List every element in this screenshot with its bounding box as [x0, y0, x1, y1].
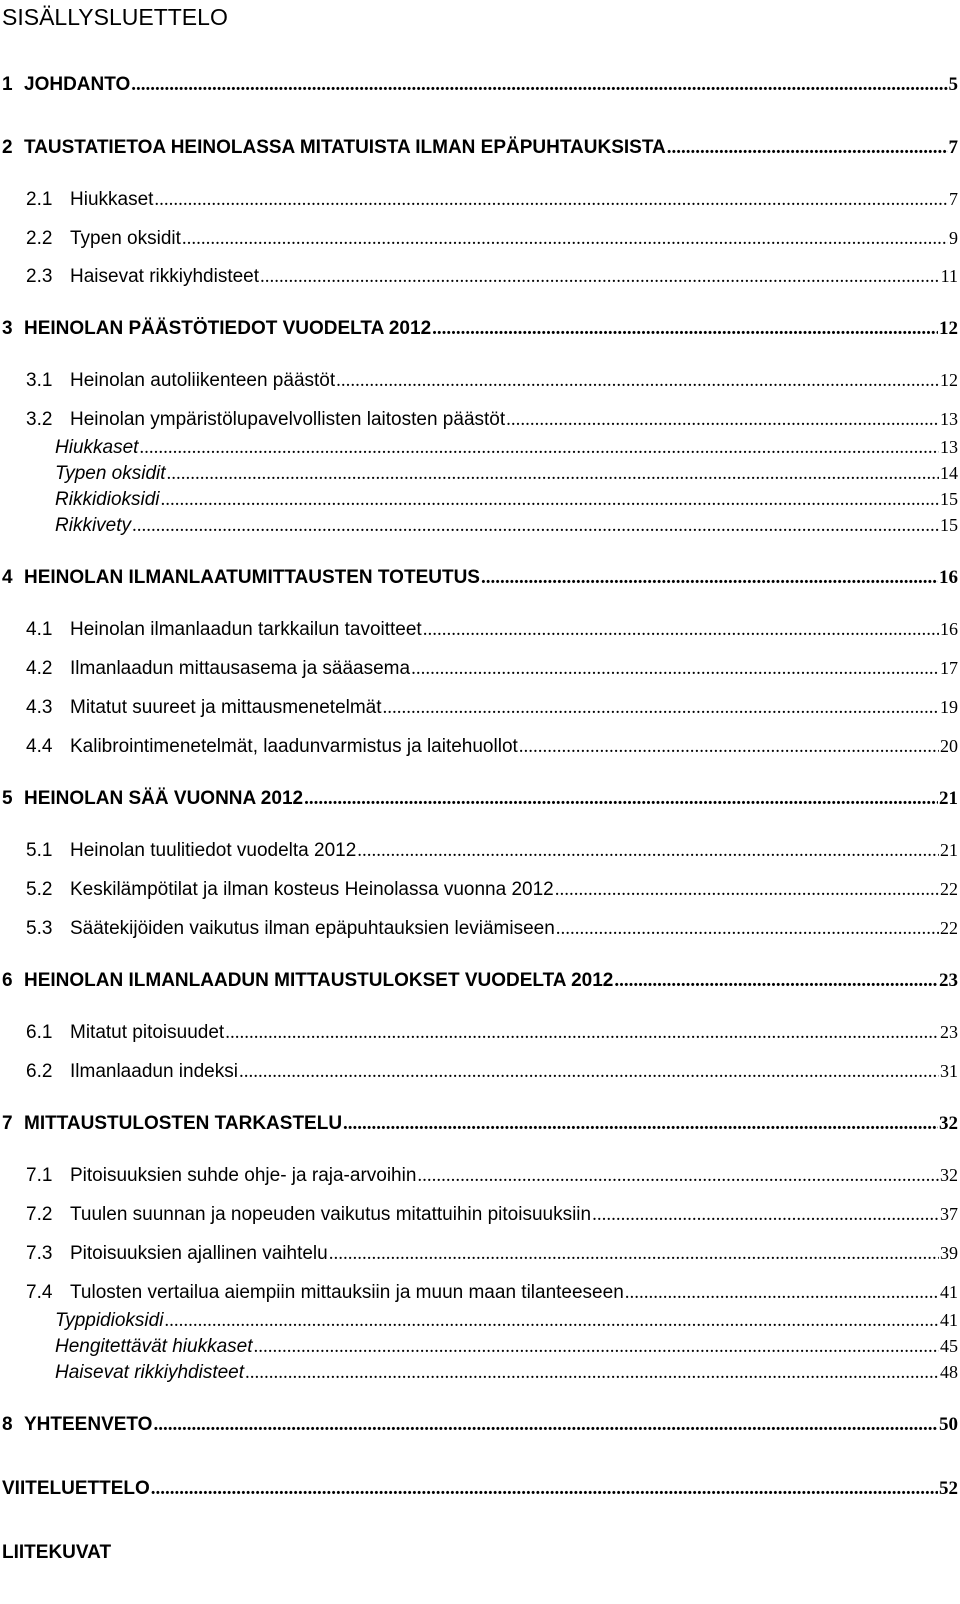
toc-entry-text: Haisevat rikkiyhdisteet — [70, 266, 260, 287]
toc-entry-text: Säätekijöiden vaikutus ilman epäpuhtauksien leviämiseen — [70, 918, 555, 939]
toc-entry[interactable] — [26, 879, 958, 905]
toc-entry-text: Mitatut suureet ja mittausmenetelmät — [70, 697, 382, 718]
toc-entry-number: 5 — [2, 788, 13, 809]
toc-entry[interactable] — [26, 1204, 958, 1230]
toc-dot-leader — [411, 658, 939, 680]
toc-dot-leader — [239, 1061, 939, 1083]
toc-entry-page: 7 — [948, 137, 958, 158]
toc-dot-leader — [506, 409, 939, 431]
toc-entry[interactable] — [26, 228, 958, 254]
toc-entry-number: 4 — [2, 567, 13, 588]
toc-dot-leader — [336, 370, 939, 392]
toc-dot-leader — [417, 1165, 939, 1187]
toc-dot-leader — [254, 1336, 939, 1358]
toc-entry-page: 9 — [949, 228, 958, 248]
toc-entry-number: 2.2 — [26, 228, 53, 249]
toc-entry-page: 17 — [940, 658, 958, 678]
toc-dot-leader — [132, 515, 939, 537]
toc-entry-text: Pitoisuuksien suhde ohje- ja raja-arvoihin — [70, 1165, 417, 1186]
toc-entry[interactable] — [26, 1061, 958, 1087]
toc-entry-label — [26, 918, 555, 940]
toc-entry-number: 4.1 — [26, 619, 53, 640]
toc-entry-text: Rikkivety — [55, 515, 132, 536]
toc-entry-page: 15 — [940, 515, 958, 535]
toc-entry-label — [26, 879, 554, 901]
toc-entry-label — [26, 840, 356, 862]
toc-entry[interactable] — [26, 1022, 958, 1048]
toc-entry-number: 6.2 — [26, 1061, 53, 1082]
toc-entry-label — [26, 409, 505, 431]
toc-entry[interactable] — [2, 1542, 958, 1568]
toc-entry-page: 13 — [940, 437, 958, 457]
toc-entry-page: 5 — [948, 74, 958, 95]
toc-entry-page: 32 — [939, 1113, 958, 1134]
toc-entry-text: Heinolan autoliikenteen päästöt — [70, 370, 336, 391]
toc-entry-label — [26, 266, 259, 288]
toc-entry-text: Tuulen suunnan ja nopeuden vaikutus mitattuihin pitoisuuksiin — [70, 1204, 592, 1225]
toc-entry-text: YHTEENVETO — [24, 1414, 153, 1435]
toc-entry-text: Kalibrointimenetelmät, laadunvarmistus ja laitehuollot — [70, 736, 518, 757]
toc-entry-label — [26, 658, 410, 680]
toc-entry-label — [55, 1336, 253, 1358]
toc-entry[interactable] — [2, 567, 958, 593]
toc-entry-label — [26, 736, 518, 758]
toc-entry-page: 23 — [939, 970, 958, 991]
toc-entry-number: 4.3 — [26, 697, 53, 718]
toc-entry-label — [26, 1204, 591, 1226]
toc-entry-text: HEINOLAN ILMANLAATUMITTAUSTEN TOTEUTUS — [24, 567, 480, 588]
toc-entry-page: 37 — [940, 1204, 958, 1224]
toc-entry-label — [55, 489, 160, 511]
toc-entry[interactable] — [26, 736, 958, 762]
toc-entry-page: 22 — [940, 918, 958, 938]
toc-entry-text: Heinolan tuulitiedot vuodelta 2012 — [70, 840, 357, 861]
toc-entry-text: Rikkidioksidi — [55, 489, 160, 510]
toc-dot-leader — [153, 1414, 938, 1436]
toc-dot-leader — [167, 463, 939, 485]
toc-entry-label — [2, 1113, 342, 1135]
toc-entry-page: 12 — [939, 318, 958, 339]
toc-entry-number: 5.1 — [26, 840, 53, 861]
toc-entry-label — [2, 567, 480, 589]
toc-entry-page: 52 — [939, 1478, 958, 1499]
toc-entry-number: 8 — [2, 1414, 13, 1435]
toc-dot-leader — [343, 1113, 938, 1135]
toc-dot-leader — [329, 1243, 939, 1265]
toc-entry-number: 3.1 — [26, 370, 53, 391]
toc-entry-page: 32 — [940, 1165, 958, 1185]
toc-entry[interactable] — [55, 489, 958, 515]
toc-entry-page: 22 — [940, 879, 958, 899]
toc-entry[interactable] — [26, 697, 958, 723]
toc-entry-number: 3 — [2, 318, 13, 339]
toc-entry-label — [2, 970, 613, 992]
toc-dot-leader — [625, 1282, 939, 1304]
toc-entry[interactable] — [2, 318, 958, 344]
toc-entry[interactable] — [2, 137, 958, 163]
toc-entry-text: Ilmanlaadun indeksi — [70, 1061, 238, 1082]
page-title: SISÄLLYSLUETTELO — [2, 4, 228, 30]
toc-entry-text: Tulosten vertailua aiempiin mittauksiin ja muun maan tilanteeseen — [70, 1282, 624, 1303]
toc-entry-text: Keskilämpötilat ja ilman kosteus Heinolassa vuonna 2012 — [70, 879, 554, 900]
toc-entry-page: 15 — [940, 489, 958, 509]
toc-dot-leader — [519, 736, 939, 758]
toc-dot-leader — [383, 697, 939, 719]
toc-entry[interactable] — [26, 370, 958, 396]
toc-entry-number: 5.3 — [26, 918, 53, 939]
toc-entry[interactable] — [2, 1414, 958, 1440]
toc-entry-label — [55, 463, 166, 485]
toc-entry-number: 4.2 — [26, 658, 53, 679]
toc-entry[interactable] — [2, 788, 958, 814]
toc-entry[interactable] — [55, 437, 958, 463]
toc-entry-text: TAUSTATIETOA HEINOLASSA MITATUISTA ILMAN EPÄPUHTAUKSISTA — [24, 137, 666, 158]
toc-entry-label — [2, 137, 666, 159]
toc-entry-number: 6 — [2, 970, 13, 991]
toc-entry-number: 2.1 — [26, 189, 53, 210]
toc-dot-leader — [260, 266, 940, 288]
toc-entry-text: HEINOLAN ILMANLAADUN MITTAUSTULOKSET VUODELTA 2012 — [24, 970, 614, 991]
toc-entry-page: 41 — [940, 1282, 958, 1302]
toc-entry-number: 4.4 — [26, 736, 53, 757]
toc-entry[interactable] — [26, 409, 958, 435]
toc-entry-label — [26, 1243, 328, 1265]
toc-entry[interactable] — [26, 840, 958, 866]
toc-dot-leader — [164, 1310, 939, 1332]
toc-entry[interactable] — [26, 658, 958, 684]
toc-dot-leader — [423, 619, 939, 641]
toc-entry-text: VIITELUETTELO — [2, 1478, 150, 1499]
toc-entry-page: 39 — [940, 1243, 958, 1263]
toc-entry-page: 16 — [939, 567, 958, 588]
toc-entry-page: 12 — [940, 370, 958, 390]
toc-entry-page: 16 — [940, 619, 958, 639]
toc-entry[interactable] — [26, 1243, 958, 1269]
toc-entry-number: 2 — [2, 137, 13, 158]
toc-entry-label — [2, 1478, 150, 1500]
toc-entry-number: 7.3 — [26, 1243, 53, 1264]
toc-entry[interactable] — [55, 1310, 958, 1336]
toc-entry-page: 21 — [939, 788, 958, 809]
toc-entry-text: HEINOLAN PÄÄSTÖTIEDOT VUODELTA 2012 — [24, 318, 432, 339]
toc-entry-label — [26, 1282, 624, 1304]
toc-entry[interactable] — [2, 74, 958, 100]
toc-entry-page: 11 — [940, 266, 958, 286]
toc-entry-page: 45 — [940, 1336, 958, 1356]
toc-entry-number: 2.3 — [26, 266, 53, 287]
toc-entry-text: MITTAUSTULOSTEN TARKASTELU — [24, 1113, 343, 1134]
toc-entry[interactable] — [2, 1478, 958, 1504]
toc-entry-label — [55, 515, 131, 537]
toc-entry-label — [2, 74, 130, 96]
toc-dot-leader — [245, 1362, 939, 1384]
toc-entry[interactable] — [26, 189, 958, 215]
toc-entry-text: Hengitettävät hiukkaset — [55, 1336, 253, 1357]
toc-entry-text: Ilmanlaadun mittausasema ja sääasema — [70, 658, 411, 679]
toc-entry-number: 7.2 — [26, 1204, 53, 1225]
toc-entry-page: 20 — [940, 736, 958, 756]
toc-entry-label — [26, 1022, 224, 1044]
toc-entry-text: Mitatut pitoisuudet — [70, 1022, 225, 1043]
toc-dot-leader — [592, 1204, 939, 1226]
toc-entry-text: LIITEKUVAT — [2, 1542, 112, 1563]
toc-dot-leader — [151, 1478, 938, 1500]
toc-dot-leader — [556, 918, 939, 940]
toc-dot-leader — [614, 970, 938, 992]
toc-dot-leader — [555, 879, 939, 901]
toc-entry-page: 14 — [940, 463, 958, 483]
toc-dot-leader — [131, 74, 947, 96]
toc-dot-leader — [304, 788, 938, 810]
toc-entry-label — [2, 1414, 152, 1436]
toc-entry-text: Typen oksidit — [55, 463, 166, 484]
toc-entry-label — [26, 697, 382, 719]
toc-entry-page: 31 — [940, 1061, 958, 1081]
toc-entry-page: 13 — [940, 409, 958, 429]
toc-entry[interactable] — [55, 463, 958, 489]
toc-entry[interactable] — [2, 970, 958, 996]
toc-dot-leader — [225, 1022, 939, 1044]
toc-entry-text: Typen oksidit — [70, 228, 181, 249]
toc-entry-label — [26, 370, 335, 392]
toc-dot-leader — [182, 228, 948, 250]
toc-entry-label — [2, 788, 303, 810]
toc-entry-text: Heinolan ilmanlaadun tarkkailun tavoitteet — [70, 619, 422, 640]
toc-entry-text: Typpidioksidi — [55, 1310, 164, 1331]
toc-dot-leader — [154, 189, 948, 211]
toc-entry-text: Haisevat rikkiyhdisteet — [55, 1362, 245, 1383]
toc-dot-leader — [481, 567, 938, 589]
toc-entry-label — [26, 1061, 238, 1083]
toc-dot-leader — [432, 318, 938, 340]
toc-entry-label — [26, 189, 153, 211]
toc-entry-label — [55, 437, 138, 459]
toc-entry-label — [55, 1362, 244, 1384]
toc-entry-page: 23 — [940, 1022, 958, 1042]
toc-dot-leader — [161, 489, 939, 511]
toc-entry[interactable] — [2, 1113, 958, 1139]
toc-entry-text: Pitoisuuksien ajallinen vaihtelu — [70, 1243, 328, 1264]
toc-entry-label — [26, 1165, 416, 1187]
toc-dot-leader — [357, 840, 939, 862]
toc-entry-number: 3.2 — [26, 409, 53, 430]
toc-dot-leader — [139, 437, 939, 459]
toc-entry-number: 5.2 — [26, 879, 53, 900]
toc-entry[interactable] — [26, 1165, 958, 1191]
toc-entry[interactable] — [55, 515, 958, 541]
toc-entry-number: 7 — [2, 1113, 13, 1134]
toc-entry[interactable] — [26, 1282, 958, 1308]
toc-entry[interactable] — [26, 266, 958, 292]
toc-entry[interactable] — [26, 619, 958, 645]
toc-entry-number: 7.4 — [26, 1282, 53, 1303]
toc-entry-text: HEINOLAN SÄÄ VUONNA 2012 — [24, 788, 304, 809]
toc-dot-leader — [667, 137, 948, 159]
toc-entry-text: Heinolan ympäristölupavelvollisten laitosten päästöt — [70, 409, 506, 430]
toc-entry-page: 50 — [939, 1414, 958, 1435]
toc-entry-text: Hiukkaset — [55, 437, 139, 458]
toc-entry-label — [26, 228, 181, 250]
toc-entry-page: 19 — [940, 697, 958, 717]
toc-entry-label — [2, 318, 431, 340]
toc-entry-number: 1 — [2, 74, 13, 95]
toc-entry-label — [2, 1542, 111, 1564]
toc-entry-text: Hiukkaset — [70, 189, 154, 210]
toc-entry-text: JOHDANTO — [24, 74, 131, 95]
toc-entry[interactable] — [26, 918, 958, 944]
toc-entry-number: 7.1 — [26, 1165, 53, 1186]
toc-entry[interactable] — [55, 1336, 958, 1362]
toc-entry-number: 6.1 — [26, 1022, 53, 1043]
toc-entry-page: 48 — [940, 1362, 958, 1382]
toc-entry-page: 7 — [949, 189, 958, 209]
toc-entry-page: 41 — [940, 1310, 958, 1330]
toc-entry-label — [55, 1310, 163, 1332]
toc-entry-label — [26, 619, 422, 641]
toc-entry[interactable] — [55, 1362, 958, 1388]
toc-entry-page: 21 — [940, 840, 958, 860]
